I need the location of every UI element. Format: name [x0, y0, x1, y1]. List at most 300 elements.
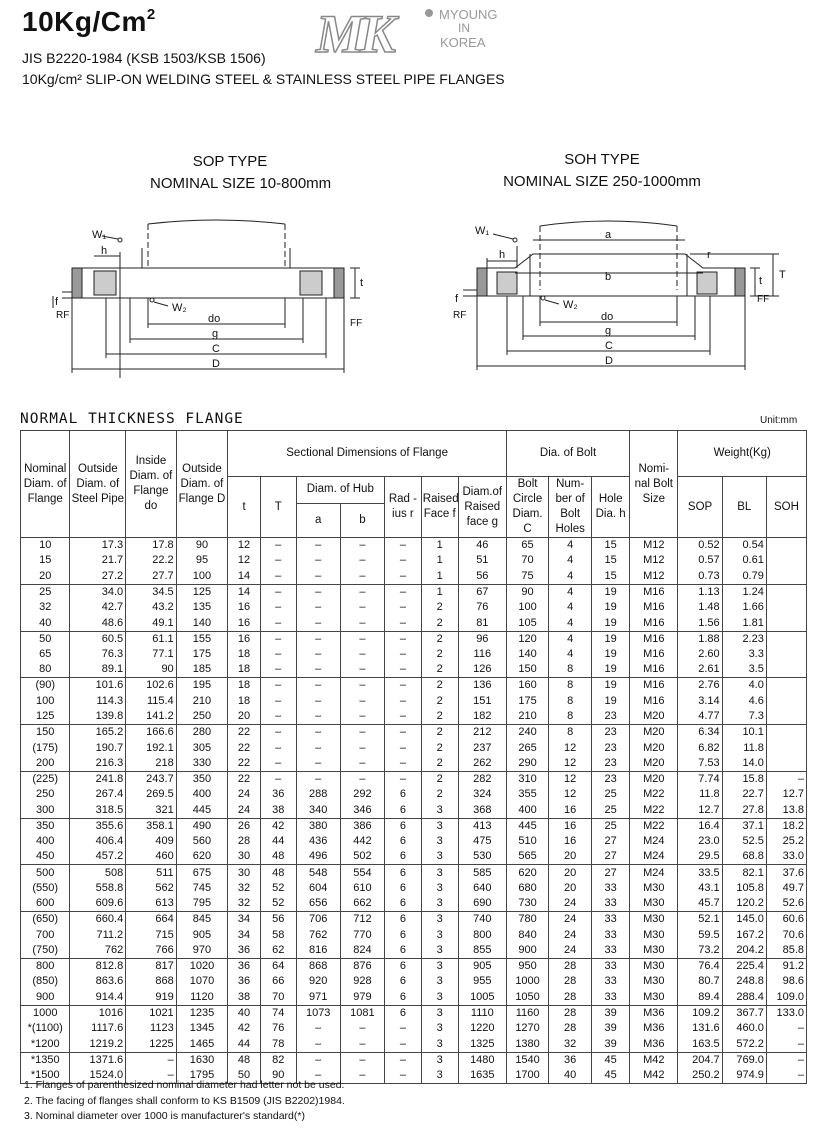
- table-cell: 175: [507, 693, 549, 709]
- table-cell: 2: [421, 771, 458, 787]
- table-cell: 42.7: [70, 600, 126, 616]
- table-cell: 166.6: [126, 725, 177, 741]
- table-cell: 562: [126, 881, 177, 897]
- table-cell: 3: [421, 865, 458, 881]
- soh-label-rf: RF: [453, 310, 467, 321]
- table-cell: 7.3: [722, 709, 766, 725]
- table-cell: M16: [630, 678, 678, 694]
- table-cell: –: [384, 1021, 421, 1037]
- table-cell: 318.5: [70, 803, 126, 819]
- table-cell: 620: [507, 865, 549, 881]
- table-cell: M16: [630, 662, 678, 678]
- table-cell: 204.7: [678, 1052, 722, 1068]
- table-cell: 16: [549, 803, 592, 819]
- table-cell: [766, 709, 806, 725]
- table-cell: –: [296, 709, 340, 725]
- header-nominal-bolt: Nomi- nal Bolt Size: [630, 431, 678, 538]
- table-cell: 27.2: [70, 569, 126, 585]
- table-cell: [766, 693, 806, 709]
- table-cell: 6: [384, 803, 421, 819]
- sop-label-w2: W₂: [172, 302, 187, 314]
- table-cell: 44: [228, 1037, 261, 1053]
- table-row: [21, 1052, 807, 1068]
- table-cell: 52: [260, 881, 296, 897]
- table-cell: 22: [228, 740, 261, 756]
- sop-label-h: h: [101, 245, 108, 257]
- table-row: [21, 959, 807, 975]
- header-bl: BL: [722, 477, 766, 538]
- table-cell: 3.3: [722, 647, 766, 663]
- table-cell: 600: [21, 896, 70, 912]
- table-cell: 324: [458, 787, 506, 803]
- table-cell: [766, 725, 806, 741]
- table-cell: M12: [630, 538, 678, 554]
- table-cell: 6: [384, 881, 421, 897]
- table-cell: –: [340, 631, 384, 647]
- table-cell: 817: [126, 959, 177, 975]
- table-cell: 13.8: [766, 803, 806, 819]
- table-cell: 90: [260, 1068, 296, 1084]
- table-cell: 675: [176, 865, 228, 881]
- table-cell: 4: [549, 600, 592, 616]
- table-cell: 971: [296, 990, 340, 1006]
- table-cell: 3: [421, 803, 458, 819]
- table-cell: 1345: [176, 1021, 228, 1037]
- table-cell: 62: [260, 943, 296, 959]
- table-cell: 49.7: [766, 881, 806, 897]
- table-cell: 210: [507, 709, 549, 725]
- table-cell: 64: [260, 959, 296, 975]
- table-cell: –: [766, 1052, 806, 1068]
- table-cell: 25: [21, 584, 70, 600]
- table-cell: M16: [630, 631, 678, 647]
- table-cell: –: [296, 740, 340, 756]
- table-cell: 17.8: [126, 538, 177, 554]
- table-cell: 16: [228, 615, 261, 631]
- table-cell: 508: [70, 865, 126, 881]
- table-row: [21, 787, 807, 803]
- table-cell: 8: [549, 709, 592, 725]
- table-cell: [766, 647, 806, 663]
- table-cell: 70: [260, 990, 296, 1006]
- table-cell: 15: [592, 569, 630, 585]
- table-cell: 800: [458, 927, 506, 943]
- table-cell: 48: [260, 865, 296, 881]
- table-cell: 182: [458, 709, 506, 725]
- table-cell: –: [384, 740, 421, 756]
- table-cell: 22: [228, 725, 261, 741]
- table-cell: 23: [592, 756, 630, 772]
- table-cell: 218: [126, 756, 177, 772]
- page-description: 10Kg/cm² SLIP-ON WELDING STEEL & STAINLESS STEEL PIPE FLANGES: [22, 71, 505, 87]
- table-cell: M12: [630, 569, 678, 585]
- table-cell: –: [260, 600, 296, 616]
- table-cell: 572.2: [722, 1037, 766, 1053]
- table-cell: M30: [630, 959, 678, 975]
- table-cell: –: [296, 584, 340, 600]
- header-T: T: [260, 477, 296, 538]
- table-cell: 0.61: [722, 553, 766, 569]
- table-cell: 1371.6: [70, 1052, 126, 1068]
- table-cell: –: [384, 693, 421, 709]
- table-cell: 48.6: [70, 615, 126, 631]
- table-cell: 558.8: [70, 881, 126, 897]
- table-row: [21, 569, 807, 585]
- table-cell: 23: [592, 709, 630, 725]
- table-cell: 66: [260, 974, 296, 990]
- table-cell: 656: [296, 896, 340, 912]
- footnotes: [24, 1078, 345, 1125]
- table-cell: [766, 569, 806, 585]
- table-cell: 4: [549, 631, 592, 647]
- table-cell: –: [296, 693, 340, 709]
- table-cell: 1120: [176, 990, 228, 1006]
- header-diam-raised: Diam.of Raised face g: [458, 477, 506, 538]
- table-cell: 61.1: [126, 631, 177, 647]
- table-cell: 6: [384, 974, 421, 990]
- table-cell: 59.5: [678, 927, 722, 943]
- table-cell: –: [126, 1068, 177, 1084]
- table-cell: 12: [549, 771, 592, 787]
- table-cell: 16: [228, 600, 261, 616]
- table-cell: –: [766, 1037, 806, 1053]
- table-cell: 39: [592, 1005, 630, 1021]
- table-cell: (90): [21, 678, 70, 694]
- table-cell: 355: [507, 787, 549, 803]
- table-cell: [766, 756, 806, 772]
- table-cell: 20: [549, 881, 592, 897]
- logo-line3: KOREA: [440, 35, 486, 50]
- table-cell: 36: [228, 959, 261, 975]
- table-cell: [766, 662, 806, 678]
- table-cell: 12: [549, 787, 592, 803]
- table-cell: –: [260, 553, 296, 569]
- table-cell: 346: [340, 803, 384, 819]
- table-cell: 22: [228, 771, 261, 787]
- table-cell: 78: [260, 1037, 296, 1053]
- sop-flange-diagram: [50, 218, 370, 378]
- table-cell: 4.6: [722, 693, 766, 709]
- table-cell: 36: [260, 787, 296, 803]
- table-cell: 1: [421, 538, 458, 554]
- table-cell: 1480: [458, 1052, 506, 1068]
- table-cell: 1225: [126, 1037, 177, 1053]
- header-outside-pipe: Outside Diam. of Steel Pipe: [70, 431, 126, 538]
- table-cell: 330: [176, 756, 228, 772]
- table-cell: 1635: [458, 1068, 506, 1084]
- table-cell: 237: [458, 740, 506, 756]
- table-cell: 85.8: [766, 943, 806, 959]
- table-cell: –: [296, 1068, 340, 1084]
- table-cell: –: [340, 584, 384, 600]
- table-cell: 3: [421, 818, 458, 834]
- table-cell: 660.4: [70, 912, 126, 928]
- table-cell: 868: [126, 974, 177, 990]
- table-cell: –: [340, 1068, 384, 1084]
- table-row: [21, 740, 807, 756]
- table-cell: –: [260, 756, 296, 772]
- table-cell: 32: [21, 600, 70, 616]
- table-cell: –: [296, 678, 340, 694]
- table-cell: 800: [21, 959, 70, 975]
- table-cell: 70.6: [766, 927, 806, 943]
- table-cell: 565: [507, 849, 549, 865]
- table-cell: 3: [421, 1052, 458, 1068]
- table-cell: 38: [228, 990, 261, 1006]
- table-cell: 1.56: [678, 615, 722, 631]
- table-row: [21, 1005, 807, 1021]
- table-cell: 367.7: [722, 1005, 766, 1021]
- table-cell: –: [260, 693, 296, 709]
- table-cell: –: [260, 584, 296, 600]
- table-cell: 33.5: [678, 865, 722, 881]
- soh-label-h: h: [499, 249, 506, 261]
- table-cell: 2.76: [678, 678, 722, 694]
- table-cell: –: [296, 569, 340, 585]
- table-cell: 340: [296, 803, 340, 819]
- table-cell: 212: [458, 725, 506, 741]
- table-cell: 250: [176, 709, 228, 725]
- table-cell: 4: [549, 553, 592, 569]
- table-cell: –: [340, 693, 384, 709]
- table-cell: 1219.2: [70, 1037, 126, 1053]
- table-cell: –: [296, 756, 340, 772]
- table-cell: 475: [458, 834, 506, 850]
- footnote-2: 2. The facing of flanges shall conform to KS B1509 (JIS B2202)1984.: [24, 1094, 345, 1107]
- table-cell: M12: [630, 553, 678, 569]
- header-hub: Diam. of Hub: [296, 477, 384, 504]
- table-cell: 27: [592, 849, 630, 865]
- table-cell: –: [384, 1068, 421, 1084]
- header-hole-dia: Hole Dia. h: [592, 477, 630, 538]
- table-cell: [766, 615, 806, 631]
- table-cell: 195: [176, 678, 228, 694]
- table-cell: 76: [260, 1021, 296, 1037]
- table-cell: 45.7: [678, 896, 722, 912]
- table-cell: 502: [340, 849, 384, 865]
- table-cell: 1524.0: [70, 1068, 126, 1084]
- table-cell: 1.81: [722, 615, 766, 631]
- table-cell: 4.0: [722, 678, 766, 694]
- table-cell: 3.5: [722, 662, 766, 678]
- table-cell: 33: [592, 896, 630, 912]
- table-cell: 914.4: [70, 990, 126, 1006]
- table-cell: 34.5: [126, 584, 177, 600]
- sop-label-f: f: [55, 296, 59, 308]
- table-cell: 10.1: [722, 725, 766, 741]
- table-cell: 680: [507, 881, 549, 897]
- table-cell: 30: [228, 849, 261, 865]
- table-cell: 1050: [507, 990, 549, 1006]
- table-cell: –: [340, 740, 384, 756]
- table-cell: 50: [228, 1068, 261, 1084]
- table-cell: –: [384, 647, 421, 663]
- table-cell: 265: [507, 740, 549, 756]
- table-cell: –: [296, 1021, 340, 1037]
- table-cell: 27: [592, 865, 630, 881]
- table-cell: M30: [630, 927, 678, 943]
- table-cell: 1270: [507, 1021, 549, 1037]
- table-cell: 37.1: [722, 818, 766, 834]
- table-cell: 350: [21, 818, 70, 834]
- table-cell: 126: [458, 662, 506, 678]
- table-cell: 3: [421, 959, 458, 975]
- table-cell: 19: [592, 584, 630, 600]
- table-cell: 42: [228, 1021, 261, 1037]
- table-cell: 6: [384, 818, 421, 834]
- table-cell: 24: [228, 803, 261, 819]
- table-row: [21, 538, 807, 554]
- unit-label: Unit:mm: [760, 415, 798, 426]
- header-sectional: Sectional Dimensions of Flange: [228, 431, 507, 477]
- table-row: [21, 771, 807, 787]
- table-cell: –: [340, 1021, 384, 1037]
- table-cell: 18: [228, 693, 261, 709]
- table-cell: [766, 678, 806, 694]
- table-cell: (175): [21, 740, 70, 756]
- table-cell: 43.2: [126, 600, 177, 616]
- table-cell: 27: [592, 834, 630, 850]
- table-cell: 22.2: [126, 553, 177, 569]
- table-cell: 863.6: [70, 974, 126, 990]
- table-cell: 58: [260, 927, 296, 943]
- table-cell: 33: [592, 990, 630, 1006]
- table-cell: 19: [592, 693, 630, 709]
- header-soh: SOH: [766, 477, 806, 538]
- table-cell: 20: [228, 709, 261, 725]
- table-cell: 56: [458, 569, 506, 585]
- header-inside-flange: Inside Diam. of Flange do: [126, 431, 177, 538]
- sop-label-t: t: [360, 277, 364, 289]
- table-cell: 2: [421, 725, 458, 741]
- table-cell: M16: [630, 615, 678, 631]
- table-cell: 3: [421, 943, 458, 959]
- table-cell: 33.0: [766, 849, 806, 865]
- table-cell: –: [384, 584, 421, 600]
- table-cell: 3: [421, 896, 458, 912]
- logo-mark: MK: [316, 4, 393, 60]
- table-cell: (750): [21, 943, 70, 959]
- table-cell: 241.8: [70, 771, 126, 787]
- table-cell: –: [340, 538, 384, 554]
- table-cell: M30: [630, 896, 678, 912]
- title-superscript: 2: [146, 6, 156, 23]
- soh-flange-diagram: [445, 218, 790, 378]
- table-cell: 52.6: [766, 896, 806, 912]
- table-cell: (650): [21, 912, 70, 928]
- table-cell: 816: [296, 943, 340, 959]
- table-cell: 1465: [176, 1037, 228, 1053]
- table-cell: 530: [458, 849, 506, 865]
- table-cell: 16: [228, 631, 261, 647]
- table-cell: 185: [176, 662, 228, 678]
- table-cell: 98.6: [766, 974, 806, 990]
- table-cell: –: [260, 538, 296, 554]
- table-cell: 24: [228, 787, 261, 803]
- table-cell: 19: [592, 600, 630, 616]
- table-cell: 490: [176, 818, 228, 834]
- header-a: a: [296, 503, 340, 537]
- table-cell: –: [766, 1021, 806, 1037]
- table-cell: 300: [21, 803, 70, 819]
- table-cell: 6.34: [678, 725, 722, 741]
- table-cell: M16: [630, 693, 678, 709]
- soh-label-r: r: [707, 249, 711, 261]
- table-cell: 33: [592, 927, 630, 943]
- table-cell: 50: [21, 631, 70, 647]
- table-cell: *(1100): [21, 1021, 70, 1037]
- table-cell: 145.0: [722, 912, 766, 928]
- table-cell: 100: [507, 600, 549, 616]
- table-cell: 292: [340, 787, 384, 803]
- table-cell: 18: [228, 647, 261, 663]
- table-cell: 795: [176, 896, 228, 912]
- section-title: NORMAL THICKNESS FLANGE: [20, 411, 244, 427]
- table-cell: 34.0: [70, 584, 126, 600]
- table-cell: 1795: [176, 1068, 228, 1084]
- table-cell: 1220: [458, 1021, 506, 1037]
- table-cell: M16: [630, 584, 678, 600]
- table-cell: –: [384, 709, 421, 725]
- table-cell: (550): [21, 881, 70, 897]
- table-cell: 33: [592, 943, 630, 959]
- table-cell: –: [260, 569, 296, 585]
- table-cell: 1.13: [678, 584, 722, 600]
- table-cell: 74: [260, 1005, 296, 1021]
- table-cell: 225.4: [722, 959, 766, 975]
- table-cell: 28: [549, 959, 592, 975]
- title-main: 10Kg/Cm: [22, 6, 147, 37]
- table-cell: 27.7: [126, 569, 177, 585]
- table-cell: 49.1: [126, 615, 177, 631]
- table-cell: 267.4: [70, 787, 126, 803]
- table-cell: 6: [384, 912, 421, 928]
- table-cell: 190.7: [70, 740, 126, 756]
- table-cell: M42: [630, 1052, 678, 1068]
- table-cell: 8: [549, 725, 592, 741]
- table-cell: 114.3: [70, 693, 126, 709]
- table-cell: 65: [21, 647, 70, 663]
- table-cell: M24: [630, 834, 678, 850]
- soh-label-g: g: [605, 325, 612, 337]
- table-cell: 2.60: [678, 647, 722, 663]
- table-cell: 2: [421, 615, 458, 631]
- table-cell: –: [260, 771, 296, 787]
- sop-label-do: do: [208, 313, 221, 325]
- table-cell: 14: [228, 569, 261, 585]
- table-cell: 7.53: [678, 756, 722, 772]
- table-cell: 210: [176, 693, 228, 709]
- table-cell: 100: [176, 569, 228, 585]
- table-cell: 6: [384, 990, 421, 1006]
- table-cell: 42: [260, 818, 296, 834]
- table-cell: 905: [458, 959, 506, 975]
- table-cell: –: [340, 600, 384, 616]
- table-cell: 25.2: [766, 834, 806, 850]
- table-cell: 3: [421, 1037, 458, 1053]
- table-cell: 11.8: [678, 787, 722, 803]
- table-cell: 133.0: [766, 1005, 806, 1021]
- table-cell: 75: [507, 569, 549, 585]
- table-row: [21, 990, 807, 1006]
- table-cell: 12: [228, 538, 261, 554]
- table-cell: 310: [507, 771, 549, 787]
- table-cell: –: [340, 553, 384, 569]
- table-cell: 90: [126, 662, 177, 678]
- table-cell: M30: [630, 974, 678, 990]
- table-cell: 28: [549, 990, 592, 1006]
- table-cell: 52.5: [722, 834, 766, 850]
